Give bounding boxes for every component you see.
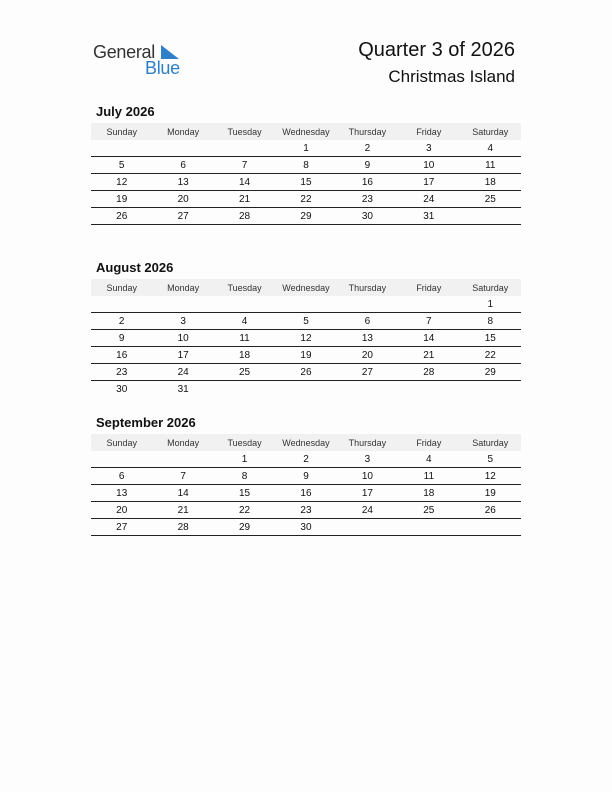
day-cell: 2 [275,451,336,468]
day-cell: 12 [91,174,152,191]
month-august [91,260,521,397]
day-cell: 3 [398,140,459,157]
day-cell: 22 [275,191,336,208]
day-cell: 18 [398,485,459,502]
day-cell: 18 [460,174,521,191]
day-cell: 4 [460,140,521,157]
day-cell: 9 [275,468,336,485]
day-cell: 13 [91,485,152,502]
day-cell: 30 [275,519,336,536]
weekday-thursday: Thursday [337,279,398,296]
day-cell: 5 [91,157,152,174]
day-cell: 12 [460,468,521,485]
day-cell: 7 [152,468,213,485]
week-row [91,485,521,502]
day-cell: 19 [460,485,521,502]
day-cell: 31 [177,383,189,395]
weekday-saturday: Saturday [460,434,521,451]
day-cell: 24 [152,364,213,381]
month-title: July 2026 [96,104,155,119]
day-cell: 4 [214,313,275,330]
week-row [91,296,521,313]
week-row [91,468,521,485]
day-cell: 16 [91,347,152,364]
day-cell: 21 [152,502,213,519]
day-cell: 19 [275,347,336,364]
month-september [91,415,521,536]
week-row [91,519,521,536]
logo-text-general: General [93,42,155,62]
weekday-monday: Monday [152,279,213,296]
weekday-header-row [91,123,521,140]
weekday-saturday: Saturday [460,279,521,296]
day-cell: 13 [152,174,213,191]
day-cell [275,296,336,313]
day-cell: 27 [91,519,152,536]
week-row [91,174,521,191]
day-cell: 26 [275,364,336,381]
day-cell: 29 [275,208,336,225]
day-cell: 11 [460,157,521,174]
day-cell: 17 [398,174,459,191]
calendar-table [91,123,521,225]
day-cell: 10 [337,468,398,485]
day-cell: 25 [214,364,275,381]
day-cell: 15 [460,330,521,347]
day-cell: 29 [214,519,275,536]
day-cell: 7 [214,157,275,174]
day-cell [214,296,275,313]
month-title: September 2026 [96,415,196,430]
day-cell: 25 [398,502,459,519]
weekday-wednesday: Wednesday [275,279,336,296]
day-cell: 30 [116,383,128,395]
day-cell [337,519,398,536]
day-cell: 19 [91,191,152,208]
day-cell [275,381,336,398]
day-cell: 10 [398,157,459,174]
day-cell [152,451,213,468]
day-cell: 28 [152,519,213,536]
day-cell: 21 [214,191,275,208]
day-cell: 6 [91,468,152,485]
day-cell [337,296,398,313]
day-cell: 16 [275,485,336,502]
day-cell: 1 [275,140,336,157]
weekday-thursday: Thursday [337,123,398,140]
day-cell [337,381,398,398]
day-cell [91,296,152,313]
day-cell [152,296,213,313]
weekday-tuesday: Tuesday [214,434,275,451]
weekday-friday: Friday [398,434,459,451]
week-row [91,157,521,174]
week-row [91,502,521,519]
month-july [91,104,521,225]
day-cell [460,519,521,536]
day-cell [214,381,275,398]
day-cell: 8 [460,313,521,330]
month-title: August 2026 [96,260,174,275]
day-cell [91,451,152,468]
weekday-tuesday: Tuesday [214,123,275,140]
day-cell: 27 [152,208,213,225]
day-cell: 20 [337,347,398,364]
day-cell: 29 [460,364,521,381]
day-cell: 4 [398,451,459,468]
week-row [91,140,521,157]
weekday-header-row [91,434,521,451]
day-cell: 11 [214,330,275,347]
week-row [91,191,521,208]
day-cell: 21 [398,347,459,364]
weekday-friday: Friday [398,123,459,140]
week-row [91,381,521,398]
logo-text-blue: Blue [145,58,180,78]
week-row [91,208,521,225]
day-cell: 17 [337,485,398,502]
day-cell: 22 [460,347,521,364]
day-cell [460,381,521,398]
day-cell: 1 [214,451,275,468]
weekday-friday: Friday [398,279,459,296]
day-cell: 3 [152,313,213,330]
day-cell: 23 [275,502,336,519]
day-cell: 23 [91,364,152,381]
day-cell: 8 [214,468,275,485]
day-cell: 2 [337,140,398,157]
day-cell: 26 [460,502,521,519]
day-cell: 16 [337,174,398,191]
weekday-monday: Monday [152,434,213,451]
day-cell [398,381,459,398]
weekday-header-row [91,279,521,296]
day-cell: 2 [91,313,152,330]
day-cell: 20 [152,191,213,208]
week-row [91,364,521,381]
day-cell: 28 [214,208,275,225]
day-cell: 22 [214,502,275,519]
day-cell [460,208,521,225]
day-cell: 31 [398,208,459,225]
weekday-saturday: Saturday [460,123,521,140]
day-cell: 1 [460,296,521,313]
day-cell: 25 [460,191,521,208]
day-cell: 15 [275,174,336,191]
day-cell: 14 [152,485,213,502]
day-cell: 10 [152,330,213,347]
page-title: Quarter 3 of 2026 [358,39,515,61]
day-cell: 30 [337,208,398,225]
day-cell: 14 [214,174,275,191]
day-cell: 17 [152,347,213,364]
day-cell: 23 [337,191,398,208]
day-cell: 5 [275,313,336,330]
week-row [91,313,521,330]
day-cell: 18 [214,347,275,364]
week-row [91,451,521,468]
day-cell: 15 [214,485,275,502]
day-cell [214,140,275,157]
day-cell: 11 [398,468,459,485]
day-cell: 9 [91,330,152,347]
day-cell: 24 [337,502,398,519]
day-cell [152,140,213,157]
weekday-tuesday: Tuesday [214,279,275,296]
day-cell: 7 [398,313,459,330]
calendar-table [91,434,521,536]
brand-logo [93,42,193,78]
day-cell: 24 [398,191,459,208]
day-cell: 6 [337,313,398,330]
day-cell: 27 [337,364,398,381]
weekday-monday: Monday [152,123,213,140]
week-row [91,347,521,364]
weekday-thursday: Thursday [337,434,398,451]
weekday-sunday: Sunday [91,279,152,296]
day-cell: 28 [398,364,459,381]
day-cell: 8 [275,157,336,174]
day-cell: 5 [460,451,521,468]
weekday-wednesday: Wednesday [275,123,336,140]
day-cell: 13 [337,330,398,347]
day-cell: 26 [91,208,152,225]
day-cell: 3 [337,451,398,468]
day-cell: 12 [275,330,336,347]
weekday-sunday: Sunday [91,123,152,140]
calendar-table [91,279,521,397]
day-cell [91,140,152,157]
page-subtitle: Christmas Island [388,67,515,86]
day-cell: 6 [152,157,213,174]
week-row [91,330,521,347]
day-cell: 14 [398,330,459,347]
day-cell [398,296,459,313]
day-cell: 9 [337,157,398,174]
weekday-wednesday: Wednesday [275,434,336,451]
day-cell [398,519,459,536]
weekday-sunday: Sunday [91,434,152,451]
day-cell: 20 [91,502,152,519]
